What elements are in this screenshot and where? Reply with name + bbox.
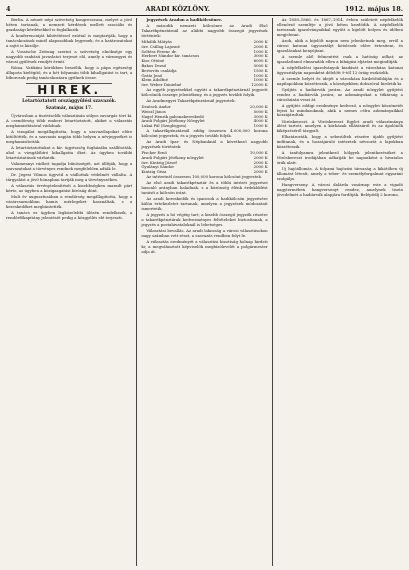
page-number: 4: [6, 5, 11, 13]
subscriber-name: Klein Adolfné: [141, 77, 168, 83]
subscription-amount: 3000 K: [253, 53, 268, 59]
paragraph: Uj hajóállomás. A folyami hajózási társaság a kikötőben új állomást létesít, amely a teher- és személyforgalmat egyaránt szolgálja.: [276, 166, 403, 182]
paragraph: Berlin. A német népi szövetség kongresszusa, melyet a jövő héten tartanak, a nemzeti kérdések mellett szociális és gazdasági kérdésekkel is foglalkozik.: [6, 18, 133, 32]
subscription-amount: 10,000 K: [249, 150, 268, 156]
paragraph: A gyűjtés eddigi eredménye kedvező, a nőegylet köszönetét fejezi ki mindazoknak, akik a nemes célra adományaikkal hozzájárultak.: [276, 102, 403, 118]
paragraph: Elhatározták, hogy a sebesültek részére újabb gyűjtést indítanak, és a hozzájáruló intézetek névsorát a lapokban közzéteszik.: [276, 134, 403, 150]
subscriber-name: özv. Csillag Lajosné: [141, 43, 180, 49]
paragraph: A letartóztatottakat a kir. ügyészség fogházába szállították, ahol a vizsgálóbíró kihallgatta őket. Az ügyben további letartóztatások várhatók.: [6, 144, 133, 160]
column-2: [141, 18, 267, 566]
subscriber-name: Kintzig Géza: [141, 169, 167, 175]
subscriber-name: Kiss Ottóné: [141, 58, 165, 64]
dateline: Szatmár, május 17.: [45, 106, 93, 112]
subscriber-name: Soltész Ferenc dr.: [141, 48, 177, 54]
subscription-list-1: [141, 40, 267, 88]
paragraph: A választás érvénytelenítését a kisebbségben maradt párt kérte, az ügyben a közigazgatási bíróság dönt.: [6, 182, 133, 193]
subscription-amount: 2000 K: [253, 159, 268, 165]
subscriber-name: Bakos Dezső: [141, 62, 167, 68]
paragraph: A vizsgálat megállapította, hogy a szavazólapokat előre kitöltötték, és a szavazás napján több helyen a névjegyzéket is meghamisították.: [6, 129, 133, 144]
paragraph: Az Aradmegyei Takarékpénztárnál jegyeztek:: [146, 97, 236, 103]
column-1: [6, 18, 132, 566]
subscriber-name: Weiszl János: [141, 108, 166, 114]
subscriber-name: Aradi Polgári Jótékony nőegylet: [141, 154, 204, 160]
subscription-amount: 4000 K: [253, 118, 268, 124]
paragraph: A választás eredményét a választási bizottság holnap hirdeti ki; a megválasztott képviselők megbízólevelét a polgármester adja át.: [141, 238, 268, 254]
paragraph: Azok, akik a kijelölt napon nem jelenhetnek meg, erről a városi katonai ügyosztályt kötelesek előre értesíteni, és igazolásukat benyújtani.: [276, 37, 403, 53]
paragraph: A szemle alól felmentést csak a hatóság adhat; az igazolatlanul elmaradók ellen a kihágási eljárást megindítják.: [276, 53, 403, 64]
subscriber-name: Bertovits családja: [141, 67, 177, 73]
paragraph: Az aradi kereskedők és iparosok a hadikölcsön jegyzésére külön értekezletet tartanak, amelyen a jegyzések módozatait ismertetik.: [141, 196, 268, 211]
subscriber-name: özv. Weber Dánielné: [141, 82, 182, 88]
paragraph: Az 1858–1866. és 1867–1914. évben született népfelkelők ellenőrző szemléje a jövő héten kezdődik. A népfelkelők tartoznak igazolványaikkal együtt a kijelölt helyen és időben megjelenni.: [276, 18, 403, 37]
subscription-amount: 5000 K: [253, 108, 268, 114]
column-rule: [136, 18, 137, 566]
article-title: Jegyzések Aradon a hadikölcsönre.: [146, 18, 223, 22]
subscription-amount: 3000 K: [253, 113, 268, 119]
subscription-amount: 1000 K: [253, 48, 268, 54]
subscription-amount: 12000 K: [251, 82, 268, 88]
subscriber-name: Nagel Henrik gabonakereskedő: [141, 113, 205, 119]
subscription-amount: 2000 K: [253, 169, 268, 175]
section-subtitle: Letartóztatott országgyűlési szavazók.: [22, 99, 117, 105]
paragraph: Választási bevallás. Az aradi lakosság a városi választásokon nagy számban vett részt, a szavazás rendben folyt le.: [141, 227, 268, 238]
paragraph: A takarékpénztárnál eddig összesen 4,000,000 korona kölcsönt jegyeztek, és a jegyzés tovább folyik.: [141, 128, 268, 138]
paragraph: A szemle helyét és idejét a városháza hirdetőtábláján és a napilapokban közzéteszik, a községekben dobszóval hirdetik ki.: [276, 75, 403, 86]
subscription-amount: 2000 K: [253, 39, 268, 44]
subscriber-name: Deutsch Andor: [141, 104, 171, 110]
subscription-amount: 1000 K: [253, 123, 268, 129]
paragraph: Az egyéb jegyzésekkel együtt a takarékpénztárnál jegyzett kölcsönök összege jelentékeny, és a jegyzés tovább folyik.: [141, 86, 268, 97]
paragraph: Róma. Vatikáni körökben beszélik, hogy a pápa egészségi állapota kielégítő, és a hét folyamán több kihallgatást is tart, a bíborosok pedig tanácskozásra gyűlnek össze.: [6, 64, 133, 80]
paragraph: A jegyzés a hó végéig tart; a kisebb összegű jegyzők részére a takarékpénztárak kedvezményes feltételeket biztosítanak, a jegyzés a postahivataloknál is lehetséges.: [141, 211, 268, 227]
column-3: [277, 18, 403, 566]
subscription-amount: 6000 K: [253, 58, 268, 64]
paragraph: Dr. Jegesi Vilmos ügyvéd a vádlottak védelmét vállalta. A tárgyalást a jövő hónapban tartják meg a törvényszéken.: [6, 171, 133, 182]
paragraph: Hangverseny. A városi dalárda vasárnap este a vigadó nagytermében hangversenyt rendez, amelynek tiszta jövedelmét a hadiárvák alapjára fordítják. Belépődíj 2 korona.: [276, 182, 403, 197]
paragraph: A tanfolyamra jelentkező hölgyek jelentkezésüket a Vöröskereszt irodájában adhatják be naponként a hivatalos órák alatt.: [276, 150, 403, 166]
subscription-amount: 2000 K: [253, 164, 268, 170]
subscription-amount: 1000 K: [253, 72, 268, 78]
paragraph: A konferenciáját kibővítéssel ezúttal is megtartják, hogy a tanácskozások minél alaposabbak legyenek, és a határozatokat a sajtó is közölje.: [6, 32, 133, 48]
paragraph: A népfelkelési igazolványok kiadását a városháza katonai ügyosztályán naponként délelőtt 9-től 12 óráig eszközlik.: [276, 64, 403, 75]
subscription-amount: 2000 K: [253, 43, 268, 49]
subscriber-name: Grátz Jenő: [141, 72, 163, 78]
paragraph: A tanács ez ügyben legközelebbi ülésén rendelkezik, a rendőrfőkapitány jelentését pedig a közgyűlés elé terjeszti.: [6, 209, 133, 220]
subscription-amount: 1000 K: [253, 77, 268, 83]
subscription-amount: 2000 K: [253, 154, 268, 160]
page-header: [6, 3, 403, 16]
issue-date: 1912. május 18.: [344, 5, 403, 13]
column-rule: [272, 18, 273, 566]
paper-title: ARADI KÖZLÖNY.: [145, 5, 211, 13]
paragraph: Mult év augusztusában a rendőrség megállapította, hogy a vásárcsarnokban hamis mérlegeket használtak, s a kereskedőket megbüntették.: [6, 193, 133, 209]
subscriber-name: Fischer Ernő: [141, 150, 167, 156]
subscription-list-2: [141, 105, 267, 129]
paragraph: A Vossische Zeitung szerint a szövetség elnöksége egy nagyobb szabású javaslatot terjeszt elő, amely a vármegyei és városi gyűlések rendjét érinti.: [6, 48, 133, 64]
paragraph: Vöröskereszt. A Vöröskereszt Egylet aradi választmánya ülést tartott, amelyen a kórházak ellátásáról és az ápolónők kiképzéséről tárgyalt.: [276, 118, 403, 134]
subscriber-name: Aradi Polgári Jótékony Nőegylet: [141, 118, 205, 124]
subscriber-name: Gyulányi Sándor: [141, 164, 175, 170]
subscriber-name: Mihálik Mátyás: [141, 39, 172, 44]
paragraph: Az intézetnél összesen 100,000 korona kölcsönt jegyeztek.: [146, 174, 263, 180]
subscriber-name: Lukai Pál (Szeglegyen): [141, 123, 187, 129]
subscription-amount: 1500 K: [253, 67, 268, 73]
subscription-list-3: [141, 151, 267, 175]
subscriber-name: özv. Kintzig József: [141, 159, 177, 165]
paragraph: Újvárosban a tisztviselők választásán súlyos zavargás tört ki. A csendőrség több embert letartóztatott, akiket a választás meghamisításával vádolnak.: [6, 113, 133, 128]
subscriber-name: Herbert Nándor kir. tanácsos: [141, 53, 200, 59]
paragraph: Az első aradi takarékpénztár és a többi intézet jegyzései hasonló arányban haladnak, s a közönség élénk érdeklődést tanúsít a kölcsön iránt.: [141, 180, 268, 195]
subscription-amount: 5000 K: [253, 62, 268, 68]
section-title: HIREK.: [37, 83, 102, 98]
paragraph: Gyűjtés a hadiárvák javára. Az aradi nőegylet gyűjtést rendez a hadiárvák javára; az adományokat a titkárság a városházán veszi át.: [276, 86, 403, 102]
subscription-amount: 20,000 K: [249, 104, 268, 110]
paragraph: A második nemzeti kölcsönre az Aradi Első Takarékpénztárnál az alábbi nagyobb összegű jegyzések történtek:: [141, 23, 268, 38]
paragraph: Az Aradi Ipar- és Népbanknál a következő nagyobb jegyzések történtek:: [141, 139, 268, 149]
paragraph: Valamennyi vádlott tagadja bűnösségét, azt állítják, hogy a szavazatokat a törvényes rendnek megfelelően adták le.: [6, 160, 133, 171]
